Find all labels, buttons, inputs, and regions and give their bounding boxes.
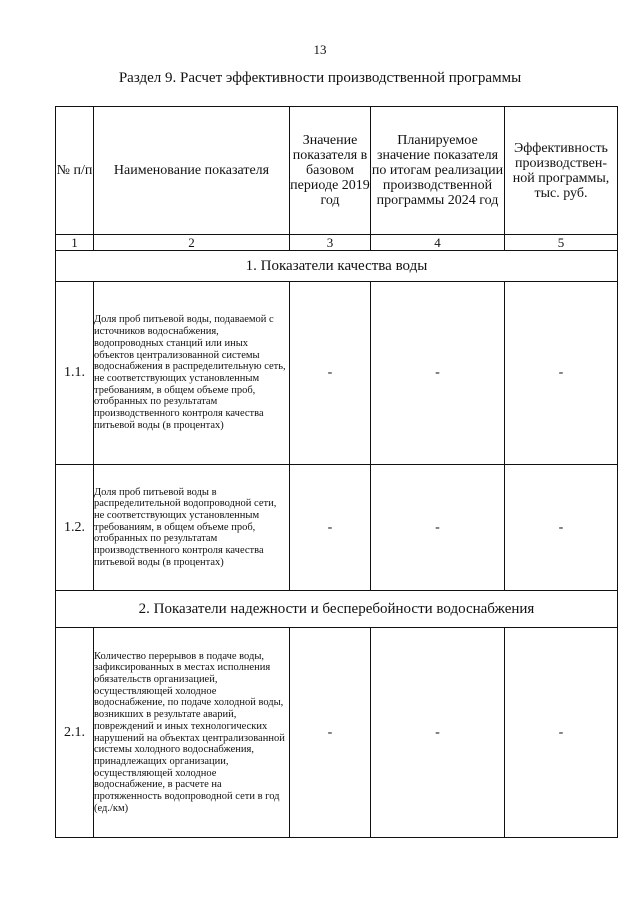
column-number: 3 xyxy=(290,235,371,251)
row-efficiency: - xyxy=(505,628,618,838)
header-indicator-name: Наименование показателя xyxy=(94,107,290,235)
row-base-value: - xyxy=(290,282,371,465)
page-number: 13 xyxy=(313,42,327,57)
row-code: 1.1. xyxy=(56,282,94,465)
column-number: 1 xyxy=(56,235,94,251)
row-base-value: - xyxy=(290,465,371,591)
column-number: 4 xyxy=(371,235,505,251)
table-header-row xyxy=(56,107,618,235)
row-base-value: - xyxy=(290,628,371,838)
section-title-water-quality: 1. Показатели качества воды xyxy=(56,251,618,282)
row-planned-value: - xyxy=(371,282,505,465)
header-base-value: Значение показателя в базовом периоде 2019 год xyxy=(290,107,371,235)
row-indicator-name: Доля проб питьевой воды, подаваемой с источников водоснабжения, водопроводных станций или иных объектов централизованной системы водоснабжения в распределительную сеть, не соответствующих установленным требованиям, в общем объеме проб, отобранных по результатам производственного контроля качества питьевой воды (в процентах) xyxy=(94,282,290,465)
efficiency-table xyxy=(55,106,618,838)
row-planned-value: - xyxy=(371,465,505,591)
section-row xyxy=(56,251,618,282)
row-efficiency: - xyxy=(505,282,618,465)
row-indicator-name: Количество перерывов в подаче воды, зафиксированных в местах исполнения обязательств организацией, осуществляющей холодное водоснабжение, по подаче холодной воды, возникших в результате аварий, повреждений и иных технологических нарушений на объектах централизованной системы холодного водоснабжения, принадлежащих организации, осуществляющей холодное водоснабжение, в расчете на протяженность водопроводной сети в год (ед./км) xyxy=(94,628,290,838)
column-number: 2 xyxy=(94,235,290,251)
table-row xyxy=(56,282,618,465)
section-title-reliability: 2. Показатели надежности и бесперебойности водоснабжения xyxy=(56,591,618,628)
row-code: 1.2. xyxy=(56,465,94,591)
header-number: № п/п xyxy=(56,107,94,235)
table-row xyxy=(56,628,618,838)
column-number: 5 xyxy=(505,235,618,251)
row-indicator-name: Доля проб питьевой воды в распределительной водопроводной сети, не соответствующих установленным требованиям, в общем объеме проб, отобранных по результатам производственного контроля качества питьевой воды (в процентах) xyxy=(94,465,290,591)
header-planned-value: Планируемое значение показателя по итогам реализации производственной программы 2024 год xyxy=(371,107,505,235)
section-title: Раздел 9. Расчет эффективности производственной программы xyxy=(118,70,522,86)
header-efficiency: Эффективность производствен-ной программы, тыс. руб. xyxy=(505,107,618,235)
row-planned-value: - xyxy=(371,628,505,838)
table-row xyxy=(56,465,618,591)
row-code: 2.1. xyxy=(56,628,94,838)
row-efficiency: - xyxy=(505,465,618,591)
column-number-row xyxy=(56,235,618,251)
section-row xyxy=(56,591,618,628)
